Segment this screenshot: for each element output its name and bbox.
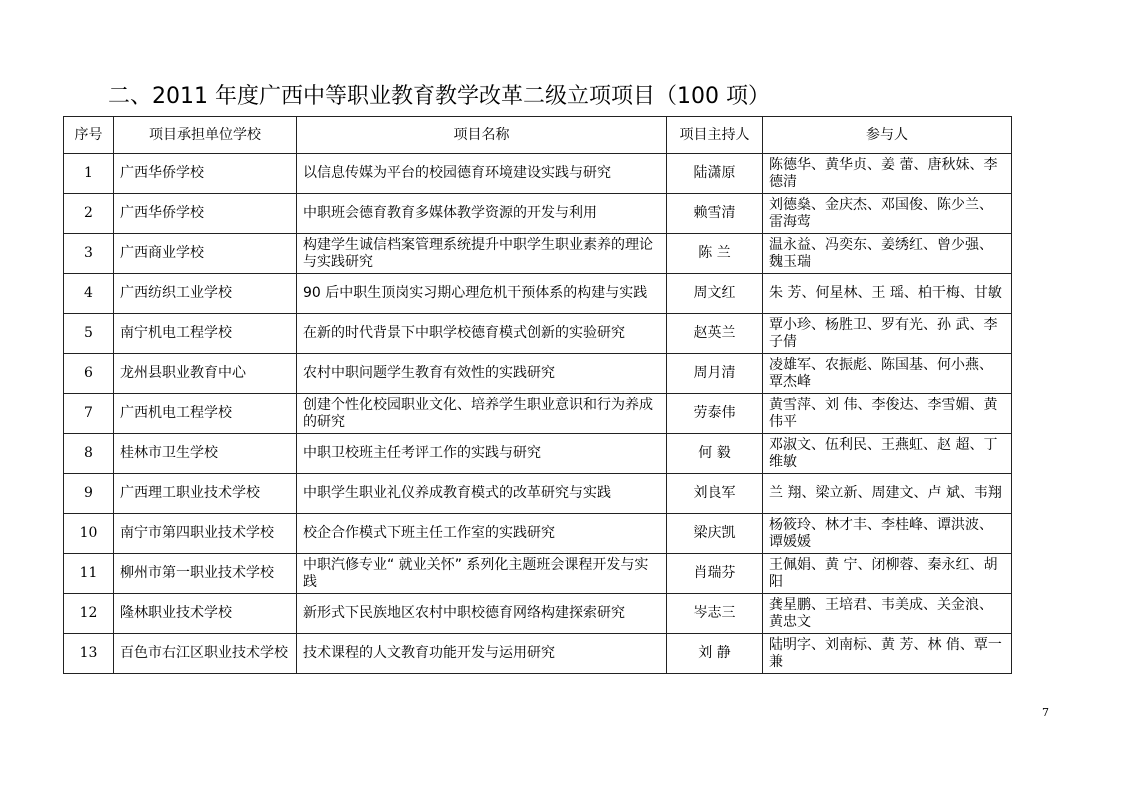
- cell-leader: 陈 兰: [667, 234, 763, 274]
- cell-school: 龙州县职业教育中心: [114, 354, 297, 394]
- cell-project: 新形式下民族地区农村中职校德育网络构建探索研究: [297, 594, 667, 634]
- cell-members: 覃小珍、杨胜卫、罗有光、孙 武、李子倩: [763, 314, 1012, 354]
- cell-leader: 刘良军: [667, 474, 763, 514]
- cell-no: 5: [64, 314, 114, 354]
- cell-members: 杨筱玲、林才丰、李桂峰、谭洪波、谭媛媛: [763, 514, 1012, 554]
- header-no: 序号: [64, 117, 114, 154]
- cell-school: 南宁机电工程学校: [114, 314, 297, 354]
- cell-leader: 周文红: [667, 274, 763, 314]
- cell-members: 陈德华、黄华贞、姜 蕾、唐秋妹、李德清: [763, 154, 1012, 194]
- table-row: [64, 474, 1012, 514]
- cell-members: 凌雄军、农振彪、陈国基、何小燕、覃杰峰: [763, 354, 1012, 394]
- cell-project: 技术课程的人文教育功能开发与运用研究: [297, 634, 667, 674]
- table-row: [64, 314, 1012, 354]
- cell-members: 王佩娟、黄 宁、闭柳蓉、秦永红、胡 阳: [763, 554, 1012, 594]
- cell-project: 校企合作模式下班主任工作室的实践研究: [297, 514, 667, 554]
- cell-leader: 何 毅: [667, 434, 763, 474]
- cell-school: 广西华侨学校: [114, 154, 297, 194]
- cell-no: 1: [64, 154, 114, 194]
- table-row: [64, 154, 1012, 194]
- cell-no: 6: [64, 354, 114, 394]
- cell-project: 中职汽修专业“ 就业关怀” 系列化主题班会课程开发与实践: [297, 554, 667, 594]
- cell-no: 7: [64, 394, 114, 434]
- cell-no: 11: [64, 554, 114, 594]
- cell-leader: 劳泰伟: [667, 394, 763, 434]
- cell-no: 3: [64, 234, 114, 274]
- cell-project: 中职学生职业礼仪养成教育模式的改革研究与实践: [297, 474, 667, 514]
- cell-leader: 赖雪清: [667, 194, 763, 234]
- cell-school: 柳州市第一职业技术学校: [114, 554, 297, 594]
- cell-school: 广西华侨学校: [114, 194, 297, 234]
- cell-school: 隆林职业技术学校: [114, 594, 297, 634]
- cell-members: 陆明字、刘南标、黄 芳、林 俏、覃一兼: [763, 634, 1012, 674]
- cell-project: 90 后中职生顶岗实习期心理危机干预体系的构建与实践: [297, 274, 667, 314]
- cell-school: 广西商业学校: [114, 234, 297, 274]
- page-heading: 二、2011 年度广西中等职业教育教学改革二级立项项目（100 项）: [108, 84, 770, 109]
- cell-leader: 梁庆凯: [667, 514, 763, 554]
- cell-members: 朱 芳、何星林、王 瑶、柏干梅、甘敏: [763, 274, 1012, 314]
- header-project: 项目名称: [297, 117, 667, 154]
- table-row: [64, 554, 1012, 594]
- table-body: [64, 154, 1012, 674]
- cell-leader: 赵英兰: [667, 314, 763, 354]
- cell-no: 8: [64, 434, 114, 474]
- table-row: [64, 194, 1012, 234]
- header-members: 参与人: [763, 117, 1012, 154]
- cell-leader: 刘 静: [667, 634, 763, 674]
- project-table: [63, 116, 1012, 674]
- header-school: 项目承担单位学校: [114, 117, 297, 154]
- cell-project: 农村中职问题学生教育有效性的实践研究: [297, 354, 667, 394]
- table-row: [64, 274, 1012, 314]
- cell-school: 百色市右江区职业技术学校: [114, 634, 297, 674]
- table-row: [64, 634, 1012, 674]
- cell-members: 兰 翔、梁立新、周建文、卢 斌、韦翔: [763, 474, 1012, 514]
- cell-no: 12: [64, 594, 114, 634]
- cell-leader: 周月清: [667, 354, 763, 394]
- cell-no: 4: [64, 274, 114, 314]
- cell-members: 龚星鹏、王培君、韦美成、关金浪、黄忠文: [763, 594, 1012, 634]
- cell-project: 中职卫校班主任考评工作的实践与研究: [297, 434, 667, 474]
- cell-project: 以信息传媒为平台的校园德育环境建设实践与研究: [297, 154, 667, 194]
- cell-school: 南宁市第四职业技术学校: [114, 514, 297, 554]
- table-row: [64, 234, 1012, 274]
- cell-members: 温永益、冯奕东、姜绣红、曾少强、魏玉瑞: [763, 234, 1012, 274]
- cell-members: 邓淑文、伍利民、王燕虹、赵 超、丁维敏: [763, 434, 1012, 474]
- table-row: [64, 354, 1012, 394]
- cell-school: 桂林市卫生学校: [114, 434, 297, 474]
- cell-project: 创建个性化校园职业文化、培养学生职业意识和行为养成的研究: [297, 394, 667, 434]
- table-row: [64, 594, 1012, 634]
- cell-leader: 肖瑞芬: [667, 554, 763, 594]
- cell-leader: 岑志三: [667, 594, 763, 634]
- cell-leader: 陆潇原: [667, 154, 763, 194]
- cell-school: 广西机电工程学校: [114, 394, 297, 434]
- cell-project: 中职班会德育教育多媒体教学资源的开发与利用: [297, 194, 667, 234]
- cell-members: 刘德燊、金庆杰、邓国俊、陈少兰、雷海莺: [763, 194, 1012, 234]
- cell-project: 在新的时代背景下中职学校德育模式创新的实验研究: [297, 314, 667, 354]
- cell-no: 13: [64, 634, 114, 674]
- header-leader: 项目主持人: [667, 117, 763, 154]
- table-header-row: [64, 117, 1012, 154]
- cell-members: 黄雪萍、刘 伟、李俊达、李雪媚、黄伟平: [763, 394, 1012, 434]
- table-row: [64, 394, 1012, 434]
- cell-no: 2: [64, 194, 114, 234]
- page-number: 7: [1042, 706, 1049, 719]
- cell-no: 9: [64, 474, 114, 514]
- cell-project: 构建学生诚信档案管理系统提升中职学生职业素养的理论与实践研究: [297, 234, 667, 274]
- cell-school: 广西理工职业技术学校: [114, 474, 297, 514]
- table-row: [64, 514, 1012, 554]
- cell-no: 10: [64, 514, 114, 554]
- cell-school: 广西纺织工业学校: [114, 274, 297, 314]
- table-row: [64, 434, 1012, 474]
